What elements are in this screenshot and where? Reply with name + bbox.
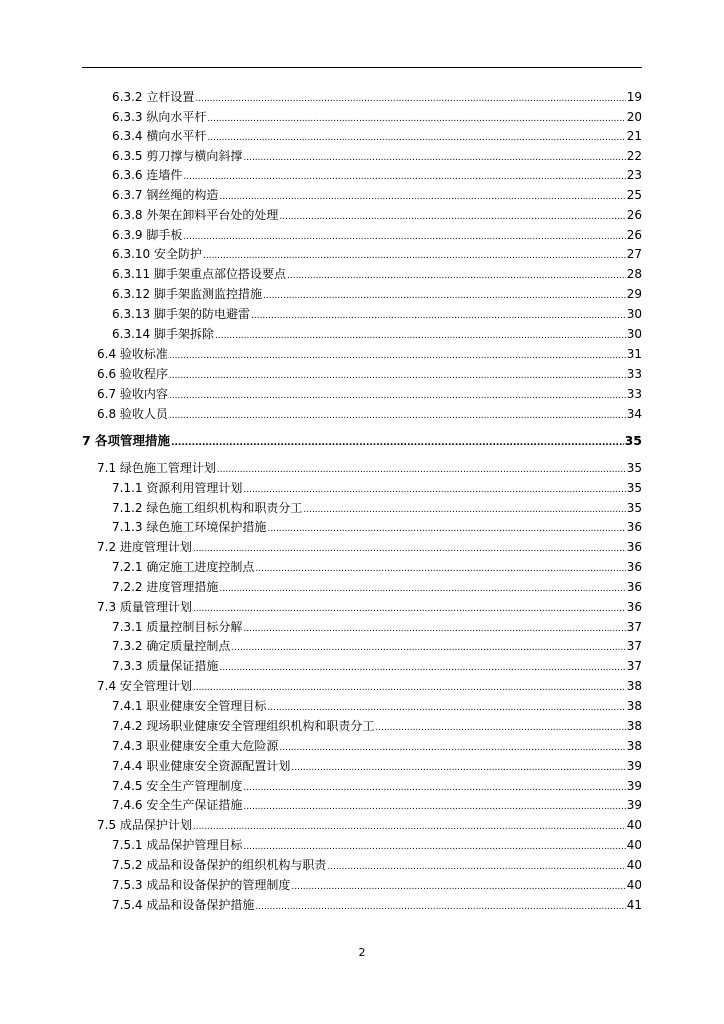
toc-leader-dots — [243, 839, 625, 855]
toc-entry-title: 7.2.1 确定施工进度控制点 — [112, 560, 255, 574]
toc-entry[interactable] — [112, 227, 642, 243]
toc-entry[interactable] — [112, 167, 642, 183]
toc-entry-page: 23 — [626, 168, 642, 182]
toc-entry-page: 35 — [626, 461, 642, 475]
toc-entry-title: 7.4.2 现场职业健康安全管理组织机构和职责分工 — [112, 719, 375, 733]
toc-entry[interactable] — [97, 460, 642, 476]
toc-entry-title: 6.3.12 脚手架监测监控措施 — [112, 287, 262, 301]
toc-entry[interactable] — [112, 500, 642, 516]
toc-entry-title: 7.4.1 职业健康安全管理目标 — [112, 699, 267, 713]
toc-entry-title: 7.1.2 绿色施工组织机构和职责分工 — [112, 501, 303, 515]
toc-leader-dots — [231, 640, 625, 656]
toc-entry-page: 36 — [626, 520, 642, 534]
toc-entry[interactable] — [112, 738, 642, 754]
toc-leader-dots — [169, 348, 626, 364]
toc-entry-title: 6.3.8 外架在卸料平台处的处理 — [112, 208, 279, 222]
toc-entry-title: 7.4.4 职业健康安全资源配置计划 — [112, 759, 291, 773]
toc-entry-page: 36 — [626, 580, 642, 594]
toc-entry-title: 7.1.3 绿色施工环境保护措施 — [112, 520, 267, 534]
toc-leader-dots — [169, 368, 626, 384]
toc-entry-title: 7.4.6 安全生产保证措施 — [112, 798, 243, 812]
toc-entry-page: 39 — [626, 759, 642, 773]
toc-leader-dots — [303, 502, 625, 518]
toc-entry-title: 7.4.5 安全生产管理制度 — [112, 779, 243, 793]
toc-leader-dots — [171, 435, 624, 451]
toc-entry-page: 39 — [626, 779, 642, 793]
toc-entry[interactable] — [112, 559, 642, 575]
toc-entry-page: 39 — [626, 798, 642, 812]
toc-entry-title: 7.5 成品保护计划 — [97, 818, 192, 832]
toc-leader-dots — [243, 621, 625, 637]
toc-leader-dots — [169, 388, 626, 404]
toc-entry-page: 37 — [626, 620, 642, 634]
toc-entry[interactable] — [112, 658, 642, 674]
toc-entry-page: 19 — [626, 90, 642, 104]
toc-entry-title: 7.1 绿色施工管理计划 — [97, 461, 216, 475]
toc-leader-dots — [243, 150, 625, 166]
toc-entry-page: 30 — [626, 327, 642, 341]
toc-entry[interactable] — [112, 246, 642, 262]
toc-entry-page: 33 — [626, 367, 642, 381]
toc-entry[interactable] — [112, 698, 642, 714]
toc-leader-dots — [291, 760, 625, 776]
toc-leader-dots — [279, 209, 625, 225]
toc-entry-page: 38 — [626, 739, 642, 753]
toc-leader-dots — [291, 879, 625, 895]
toc-leader-dots — [217, 462, 626, 478]
toc-entry-page: 35 — [626, 501, 642, 515]
toc-entry-title: 6.8 验收人员 — [97, 407, 168, 421]
toc-leader-dots — [195, 91, 625, 107]
toc-entry-title: 6.3.11 脚手架重点部位搭设要点 — [112, 267, 286, 281]
toc-entry[interactable] — [97, 386, 642, 402]
toc-entry-page: 40 — [626, 878, 642, 892]
toc-entry[interactable] — [112, 897, 642, 913]
toc-entry[interactable] — [112, 128, 642, 144]
toc-entry[interactable] — [112, 306, 642, 322]
toc-entry-title: 6.3.3 纵向水平杆 — [112, 110, 207, 124]
toc-entry-title: 7 各项管理措施 — [82, 433, 171, 448]
toc-entry-page: 38 — [626, 719, 642, 733]
toc-entry[interactable] — [112, 89, 642, 105]
toc-entry[interactable] — [112, 758, 642, 774]
toc-leader-dots — [203, 248, 626, 264]
toc-entry[interactable] — [97, 366, 642, 382]
toc-entry-title: 7.2 进度管理计划 — [97, 540, 192, 554]
toc-entry[interactable] — [112, 266, 642, 282]
toc-entry-title: 7.5.3 成品和设备保护的管理制度 — [112, 878, 291, 892]
toc-leader-dots — [267, 521, 625, 537]
toc-entry-title: 6.3.13 脚手架的防电避雷 — [112, 307, 250, 321]
toc-entry[interactable] — [97, 817, 642, 833]
toc-leader-dots — [251, 308, 626, 324]
toc-entry-page: 34 — [626, 407, 642, 421]
toc-entry-page: 28 — [626, 267, 642, 281]
toc-entry-title: 6.3.7 钢丝绳的构造 — [112, 188, 219, 202]
toc-entry-page: 30 — [626, 307, 642, 321]
toc-entry-page: 27 — [626, 247, 642, 261]
toc-entry-page: 29 — [626, 287, 642, 301]
toc-entry[interactable] — [112, 109, 642, 125]
toc-entry-page: 41 — [626, 898, 642, 912]
toc-entry-title: 6.4 验收标准 — [97, 347, 168, 361]
toc-entry-page: 36 — [626, 540, 642, 554]
toc-leader-dots — [279, 740, 625, 756]
toc-entry-page: 40 — [626, 818, 642, 832]
toc-entry-page: 26 — [626, 208, 642, 222]
toc-entry-page: 36 — [626, 600, 642, 614]
toc-leader-dots — [207, 130, 625, 146]
toc-entry-title: 7.2.2 进度管理措施 — [112, 580, 219, 594]
toc-leader-dots — [287, 268, 626, 284]
toc-entry[interactable] — [112, 857, 642, 873]
toc-leader-dots — [215, 328, 626, 344]
toc-entry-page: 25 — [626, 188, 642, 202]
toc-entry[interactable] — [97, 406, 642, 422]
toc-entry[interactable] — [112, 797, 642, 813]
toc-entry-title: 6.7 验收内容 — [97, 387, 168, 401]
toc-leader-dots — [243, 799, 625, 815]
toc-leader-dots — [219, 189, 625, 205]
toc-entry-title: 6.3.5 剪刀撑与横向斜撑 — [112, 149, 243, 163]
toc-leader-dots — [219, 660, 625, 676]
toc-entry-page: 36 — [626, 560, 642, 574]
toc-leader-dots — [183, 229, 625, 245]
toc-leader-dots — [193, 601, 626, 617]
toc-entry[interactable] — [112, 778, 642, 794]
toc-entry-title: 7.5.4 成品和设备保护措施 — [112, 898, 255, 912]
toc-leader-dots — [183, 169, 625, 185]
toc-entry-title: 6.3.10 安全防护 — [112, 247, 202, 261]
toc-entry[interactable] — [97, 346, 642, 362]
toc-entry[interactable] — [112, 187, 642, 203]
toc-entry-page: 35 — [624, 433, 642, 448]
toc-leader-dots — [193, 680, 626, 696]
toc-entry-title: 7.3.3 质量保证措施 — [112, 659, 219, 673]
toc-entry-page: 37 — [626, 639, 642, 653]
toc-entry[interactable] — [112, 519, 642, 535]
toc-entry[interactable] — [97, 678, 642, 694]
toc-entry-page: 21 — [626, 129, 642, 143]
toc-entry-page: 38 — [626, 679, 642, 693]
toc-entry[interactable] — [112, 207, 642, 223]
toc-entry-title: 6.3.9 脚手板 — [112, 228, 183, 242]
toc-entry-title: 7.3.1 质量控制目标分解 — [112, 620, 243, 634]
toc-leader-dots — [207, 111, 625, 127]
toc-entry-page: 40 — [626, 838, 642, 852]
page-number: 2 — [358, 946, 366, 959]
toc-entry-title: 6.6 验收程序 — [97, 367, 168, 381]
toc-entry-page: 38 — [626, 699, 642, 713]
toc-leader-dots — [375, 720, 625, 736]
toc-leader-dots — [255, 561, 625, 577]
toc-entry-page: 37 — [626, 659, 642, 673]
toc-entry-title: 7.3 质量管理计划 — [97, 600, 192, 614]
toc-entry[interactable] — [97, 599, 642, 615]
toc-leader-dots — [263, 288, 626, 304]
toc-entry-page: 33 — [626, 387, 642, 401]
toc-leader-dots — [219, 581, 625, 597]
toc-entry[interactable] — [112, 638, 642, 654]
toc-entry-title: 7.5.1 成品保护管理目标 — [112, 838, 243, 852]
toc-entry-title: 7.5.2 成品和设备保护的组织机构与职责 — [112, 858, 327, 872]
toc-entry[interactable] — [112, 877, 642, 893]
toc-entry[interactable] — [112, 579, 642, 595]
toc-leader-dots — [255, 899, 625, 915]
toc-leader-dots — [243, 482, 625, 498]
toc-entry-title: 7.1.1 资源利用管理计划 — [112, 481, 243, 495]
toc-entry-title: 6.3.6 连墙件 — [112, 168, 183, 182]
toc-leader-dots — [193, 541, 626, 557]
toc-leader-dots — [327, 859, 625, 875]
toc-entry-title: 7.4 安全管理计划 — [97, 679, 192, 693]
toc-entry-page: 26 — [626, 228, 642, 242]
toc-entry-title: 6.3.14 脚手架拆除 — [112, 327, 214, 341]
toc-entry-page: 20 — [626, 110, 642, 124]
toc-entry[interactable] — [112, 326, 642, 342]
toc-entry-title: 7.3.2 确定质量控制点 — [112, 639, 231, 653]
toc-leader-dots — [267, 700, 625, 716]
toc-entry[interactable] — [112, 837, 642, 853]
toc-entry-page: 31 — [626, 347, 642, 361]
toc-entry-title: 6.3.4 横向水平杆 — [112, 129, 207, 143]
toc-entry[interactable] — [112, 148, 642, 164]
toc-leader-dots — [243, 780, 625, 796]
toc-entry-page: 40 — [626, 858, 642, 872]
toc-entry-page: 22 — [626, 149, 642, 163]
toc-entry[interactable] — [97, 539, 642, 555]
toc-entry-title: 6.3.2 立杆设置 — [112, 90, 195, 104]
toc-entry-title: 7.4.3 职业健康安全重大危险源 — [112, 739, 279, 753]
toc-entry-page: 35 — [626, 481, 642, 495]
toc-leader-dots — [169, 408, 626, 424]
toc-entry[interactable] — [112, 286, 642, 302]
toc-entry[interactable] — [112, 619, 642, 635]
toc-entry[interactable] — [82, 433, 642, 449]
toc-entry[interactable] — [112, 480, 642, 496]
toc-entry[interactable] — [112, 718, 642, 734]
toc-leader-dots — [193, 819, 626, 835]
